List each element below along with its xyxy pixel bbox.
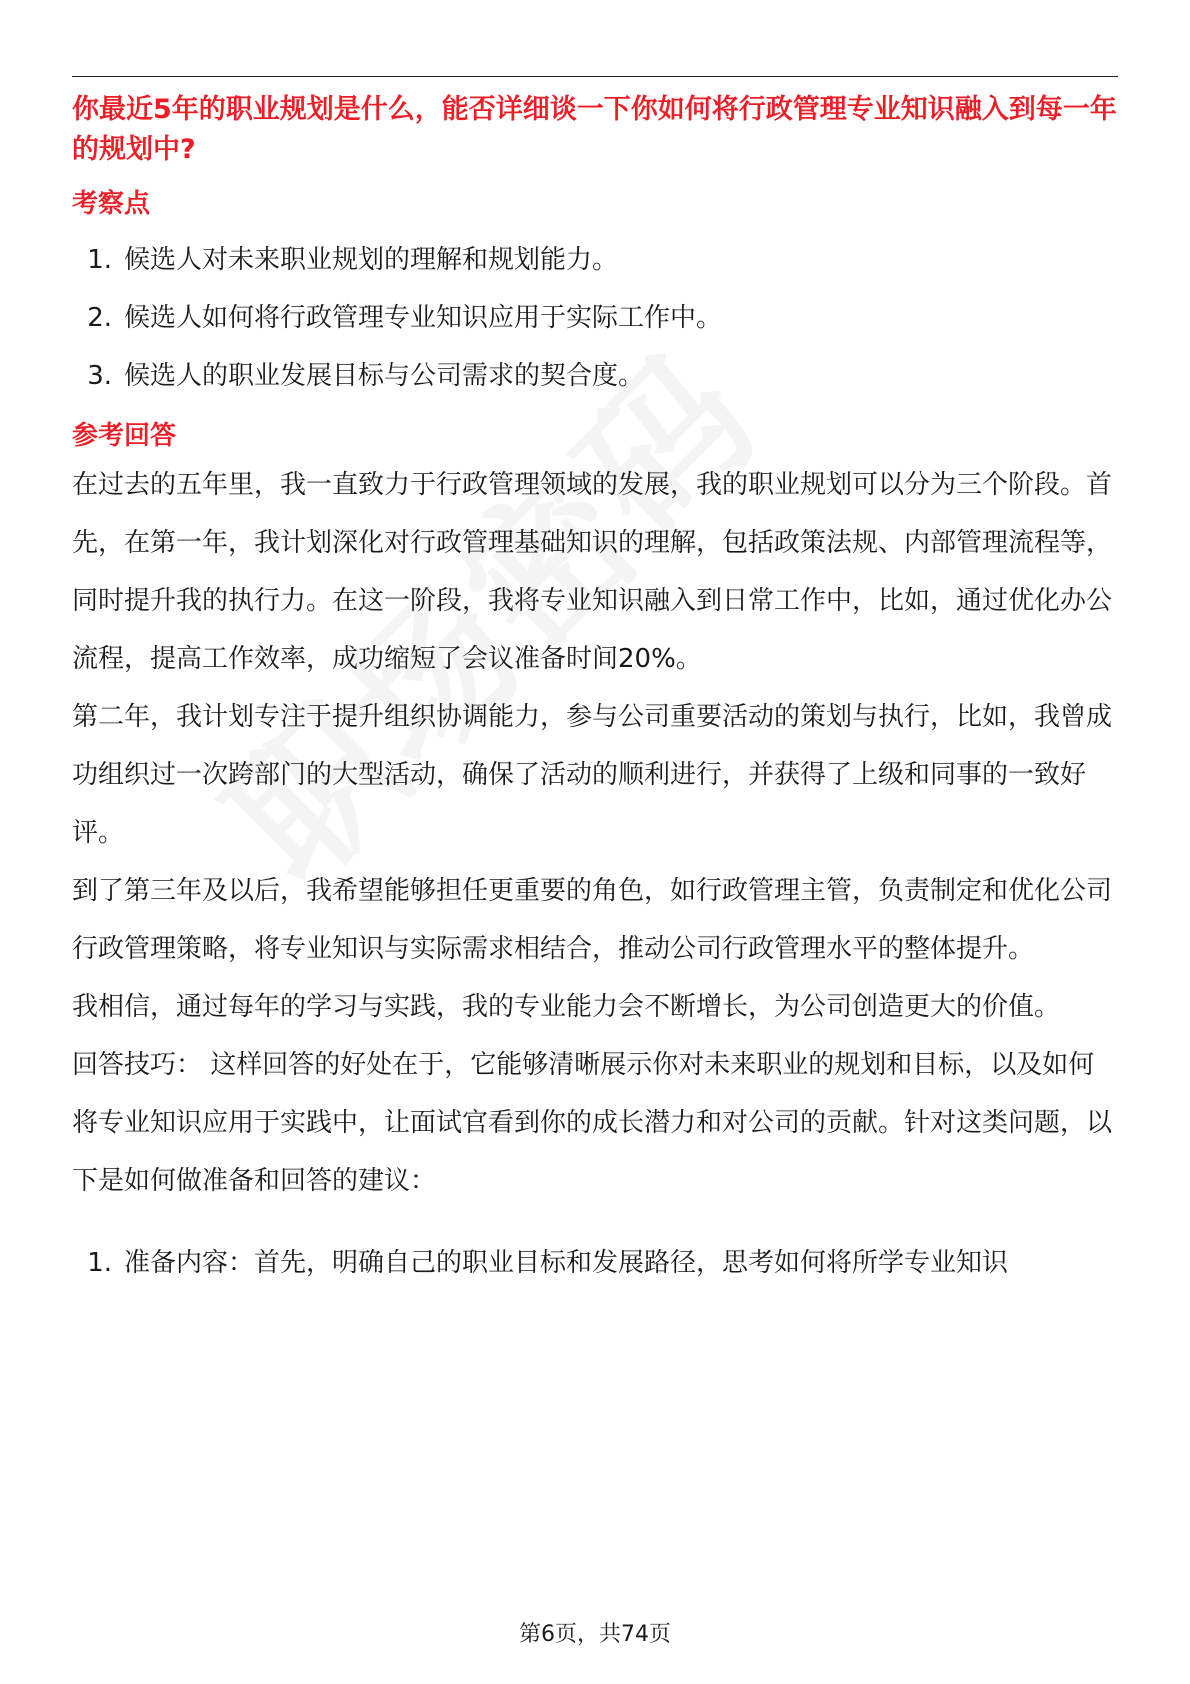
list-item [72, 356, 1118, 396]
list-text: 候选人对未来职业规划的理解和规划能力。 [124, 245, 619, 275]
answer-paragraph: 到了第三年及以后，我希望能够担任更重要的角色，如行政管理主管，负责制定和优化公司行政管理策略，将专业知识与实际需求相结合，推动公司行政管理水平的整体提升。 [72, 876, 1113, 964]
list-item [72, 240, 1118, 280]
tips-list [72, 1234, 1118, 1292]
list-text: 候选人的职业发展目标与公司需求的契合度。 [124, 361, 645, 391]
top-divider [72, 76, 1118, 77]
focus-heading: 考察点 [72, 189, 151, 219]
list-text: 候选人如何将行政管理专业知识应用于实际工作中。 [124, 303, 723, 333]
answer-paragraph: 第二年，我计划专注于提升组织协调能力，参与公司重要活动的策划与执行，比如，我曾成功组织过一次跨部门的大型活动，确保了活动的顺利进行，并获得了上级和同事的一致好评。 [72, 702, 1113, 848]
list-item [72, 1234, 1118, 1292]
list-number: 3. [87, 361, 112, 391]
list-item [72, 298, 1118, 338]
answer-heading: 参考回答 [72, 421, 177, 451]
answer-paragraph: 我相信，通过每年的学习与实践，我的专业能力会不断增长，为公司创造更大的价值。 [72, 992, 1061, 1022]
focus-list [72, 240, 1118, 396]
question-title: 你最近5年的职业规划是什么，能否详细谈一下你如何将行政管理专业知识融入到每一年的规划中? [72, 94, 1117, 165]
list-text: 准备内容：首先，明确自己的职业目标和发展路径，思考如何将所学专业知识 [124, 1248, 1009, 1278]
list-number: 2. [87, 303, 112, 333]
tips-paragraph: 回答技巧： 这样回答的好处在于，它能够清晰展示你对未来职业的规划和目标，以及如何将专业知识应用于实践中，让面试官看到你的成长潜力和对公司的贡献。针对这类问题，以下是如何做准备和回答的建议： [72, 1050, 1113, 1196]
answer-paragraph: 在过去的五年里，我一直致力于行政管理领域的发展，我的职业规划可以分为三个阶段。首先，在第一年，我计划深化对行政管理基础知识的理解，包括政策法规、内部管理流程等，同时提升我的执行力。在这一阶段，我将专业知识融入到日常工作中，比如，通过优化办公流程，提高工作效率，成功缩短了会议准备时间20%。 [72, 470, 1113, 674]
list-number: 1. [87, 245, 112, 275]
content [72, 90, 1118, 1292]
list-number: 1. [87, 1248, 112, 1278]
page-number: 第6页，共74页 [519, 1622, 671, 1647]
